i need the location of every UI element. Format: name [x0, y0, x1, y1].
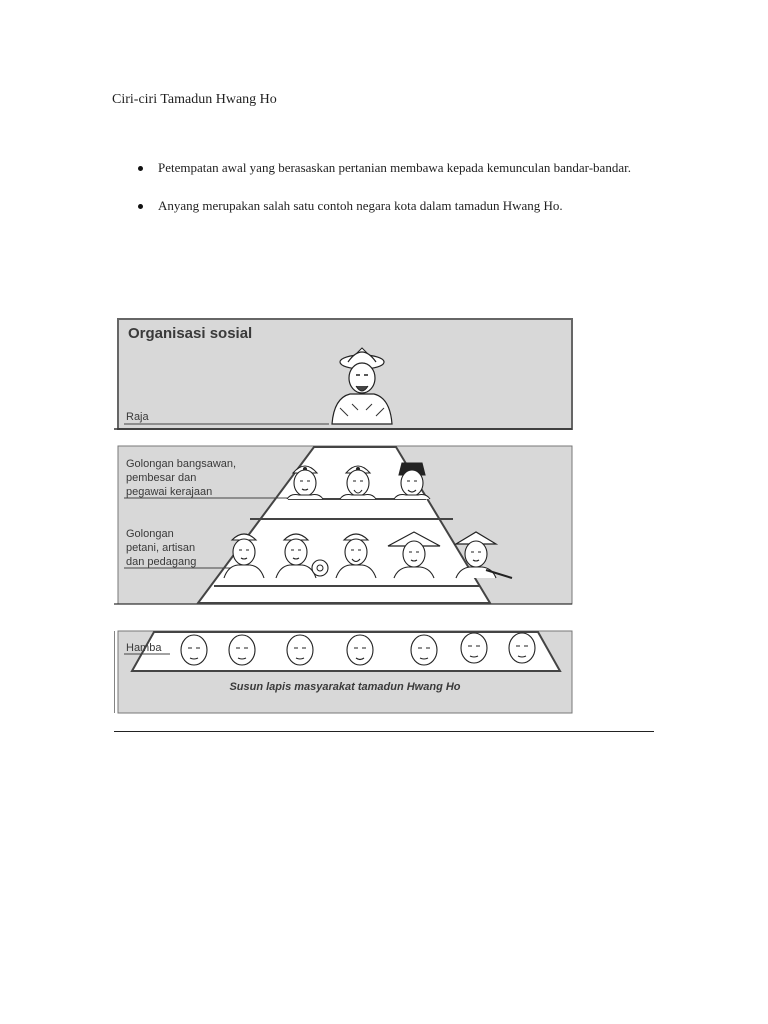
label-petani-line3: dan pedagang — [126, 556, 197, 568]
panel-raja — [114, 319, 572, 429]
slave-figure-icon — [181, 635, 207, 665]
bullet-text: Anyang merupakan salah satu contoh negara kota dalam tamadun Hwang Ho. — [158, 198, 563, 213]
figure-heading: Organisasi sosial — [128, 325, 253, 342]
slave-figure-icon — [509, 633, 535, 663]
slave-figure-icon — [347, 635, 373, 665]
label-bangsawan-line2: pembesar dan — [126, 472, 197, 484]
slave-figure-icon — [287, 635, 313, 665]
slave-figure-icon — [461, 633, 487, 663]
bullet-text: Petempatan awal yang berasaskan pertanian membawa kepada kemunculan bandar-bandar. — [158, 160, 631, 175]
label-hamba: Hamba — [126, 642, 162, 654]
panel-hamba — [114, 631, 572, 713]
slave-figure-icon — [411, 635, 437, 665]
figure-caption: Susun lapis masyarakat tamadun Hwang Ho — [229, 681, 461, 693]
label-raja: Raja — [126, 411, 149, 423]
label-bangsawan-line1: Golongan bangsawan, — [126, 458, 237, 470]
label-petani-line2: petani, artisan — [126, 542, 196, 554]
bullet-list — [136, 160, 656, 236]
slave-figure-icon — [229, 635, 255, 665]
document-title: Ciri-ciri Tamadun Hwang Ho — [112, 92, 277, 107]
list-item — [136, 160, 656, 176]
bullet-icon — [138, 166, 143, 171]
horizontal-rule — [114, 731, 654, 732]
panel-middle — [114, 446, 572, 604]
list-item — [136, 198, 656, 214]
bullet-icon — [138, 204, 143, 209]
label-bangsawan-line3: pegawai kerajaan — [126, 486, 213, 498]
pyramid-diagram — [114, 316, 576, 716]
label-petani-line1: Golongan — [126, 528, 174, 540]
social-hierarchy-figure — [114, 316, 576, 716]
